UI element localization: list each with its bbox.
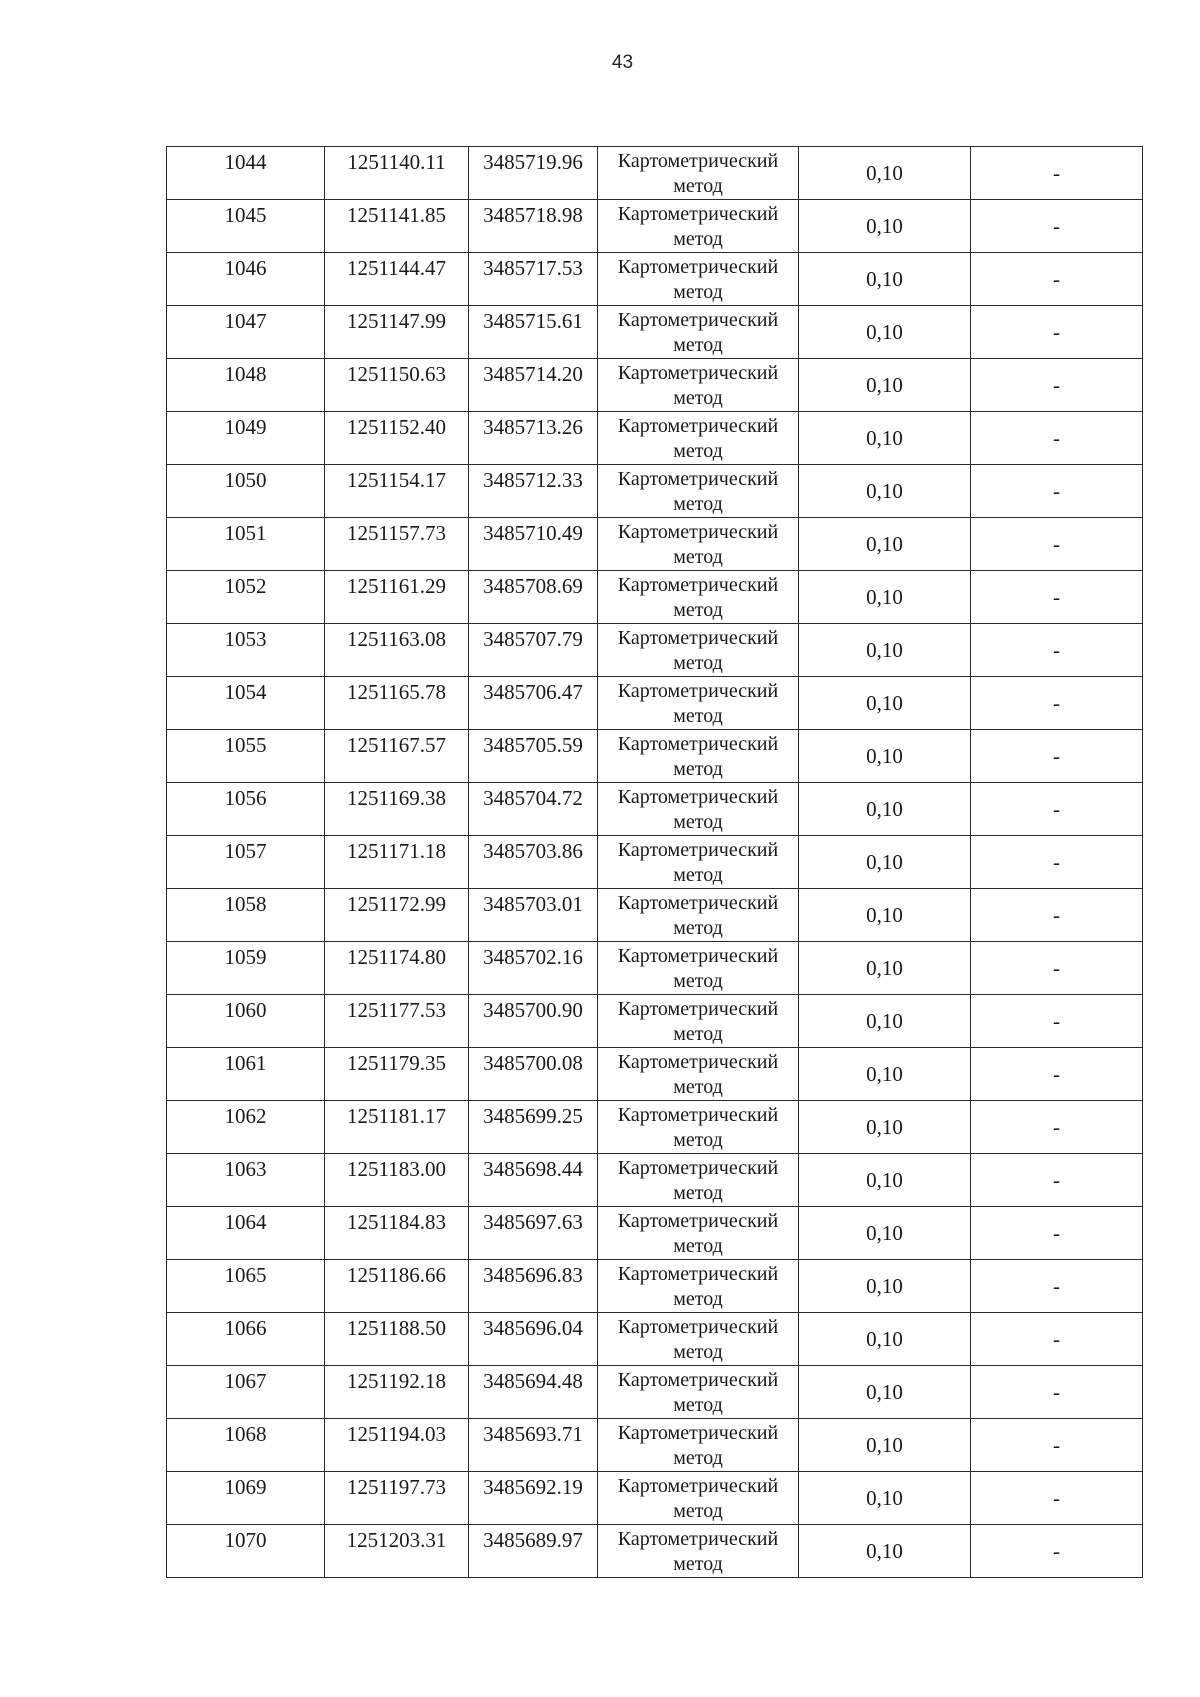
method-line-1: Картометрический <box>617 1263 779 1285</box>
y-coordinate-cell: 3485719.96 <box>469 147 598 200</box>
x-coordinate-cell: 1251165.78 <box>325 677 469 730</box>
x-coordinate-cell: 1251172.99 <box>325 889 469 942</box>
method-line-1: Картометрический <box>617 309 779 331</box>
note-cell: - <box>971 730 1143 783</box>
x-coordinate-cell: 1251140.11 <box>325 147 469 200</box>
note-cell: - <box>971 1048 1143 1101</box>
table-row <box>167 889 1143 942</box>
method-line-2: метод <box>673 1182 723 1204</box>
y-coordinate-cell: 3485699.25 <box>469 1101 598 1154</box>
accuracy-cell: 0,10 <box>799 942 971 995</box>
accuracy-cell: 0,10 <box>799 783 971 836</box>
method-line-1: Картометрический <box>617 1051 779 1073</box>
point-number-cell: 1064 <box>167 1207 325 1260</box>
table-row <box>167 1207 1143 1260</box>
x-coordinate-cell: 1251186.66 <box>325 1260 469 1313</box>
note-cell: - <box>971 306 1143 359</box>
method-line-1: Картометрический <box>617 468 779 490</box>
note-cell: - <box>971 147 1143 200</box>
accuracy-cell: 0,10 <box>799 571 971 624</box>
x-coordinate-cell: 1251157.73 <box>325 518 469 571</box>
note-cell: - <box>971 1525 1143 1578</box>
point-number-cell: 1063 <box>167 1154 325 1207</box>
y-coordinate-cell: 3485696.83 <box>469 1260 598 1313</box>
method-line-2: метод <box>673 1394 723 1416</box>
accuracy-cell: 0,10 <box>799 730 971 783</box>
method-line-1: Картометрический <box>617 892 779 914</box>
table-row <box>167 200 1143 253</box>
method-cell <box>598 1525 799 1578</box>
accuracy-cell: 0,10 <box>799 1048 971 1101</box>
note-cell: - <box>971 253 1143 306</box>
method-line-1: Картометрический <box>617 1104 779 1126</box>
point-number-cell: 1062 <box>167 1101 325 1154</box>
note-cell: - <box>971 995 1143 1048</box>
point-number-cell: 1069 <box>167 1472 325 1525</box>
method-line-2: метод <box>673 1288 723 1310</box>
y-coordinate-cell: 3485696.04 <box>469 1313 598 1366</box>
accuracy-cell: 0,10 <box>799 1313 971 1366</box>
method-line-2: метод <box>673 1129 723 1151</box>
accuracy-cell: 0,10 <box>799 253 971 306</box>
table-row <box>167 677 1143 730</box>
table-row <box>167 1419 1143 1472</box>
accuracy-cell: 0,10 <box>799 677 971 730</box>
method-cell <box>598 624 799 677</box>
note-cell: - <box>971 624 1143 677</box>
point-number-cell: 1045 <box>167 200 325 253</box>
method-line-1: Картометрический <box>617 521 779 543</box>
note-cell: - <box>971 359 1143 412</box>
table-row <box>167 836 1143 889</box>
x-coordinate-cell: 1251150.63 <box>325 359 469 412</box>
method-cell <box>598 253 799 306</box>
method-line-2: метод <box>673 917 723 939</box>
point-number-cell: 1047 <box>167 306 325 359</box>
point-number-cell: 1046 <box>167 253 325 306</box>
method-line-1: Картометрический <box>617 1157 779 1179</box>
x-coordinate-cell: 1251197.73 <box>325 1472 469 1525</box>
method-line-1: Картометрический <box>617 1528 779 1550</box>
y-coordinate-cell: 3485708.69 <box>469 571 598 624</box>
note-cell: - <box>971 571 1143 624</box>
accuracy-cell: 0,10 <box>799 412 971 465</box>
y-coordinate-cell: 3485710.49 <box>469 518 598 571</box>
table-row <box>167 1154 1143 1207</box>
method-line-2: метод <box>673 758 723 780</box>
method-cell <box>598 1260 799 1313</box>
method-line-2: метод <box>673 228 723 250</box>
method-line-2: метод <box>673 970 723 992</box>
method-line-1: Картометрический <box>617 1210 779 1232</box>
point-number-cell: 1053 <box>167 624 325 677</box>
point-number-cell: 1055 <box>167 730 325 783</box>
x-coordinate-cell: 1251154.17 <box>325 465 469 518</box>
y-coordinate-cell: 3485707.79 <box>469 624 598 677</box>
x-coordinate-cell: 1251194.03 <box>325 1419 469 1472</box>
method-line-1: Картометрический <box>617 150 779 172</box>
y-coordinate-cell: 3485704.72 <box>469 783 598 836</box>
method-cell <box>598 730 799 783</box>
method-cell <box>598 1101 799 1154</box>
table-row <box>167 1472 1143 1525</box>
note-cell: - <box>971 412 1143 465</box>
method-cell <box>598 1207 799 1260</box>
table-row <box>167 147 1143 200</box>
method-line-2: метод <box>673 546 723 568</box>
method-line-1: Картометрический <box>617 1316 779 1338</box>
method-line-2: метод <box>673 1076 723 1098</box>
accuracy-cell: 0,10 <box>799 200 971 253</box>
point-number-cell: 1059 <box>167 942 325 995</box>
accuracy-cell: 0,10 <box>799 147 971 200</box>
point-number-cell: 1067 <box>167 1366 325 1419</box>
y-coordinate-cell: 3485712.33 <box>469 465 598 518</box>
method-line-1: Картометрический <box>617 998 779 1020</box>
note-cell: - <box>971 1419 1143 1472</box>
point-number-cell: 1056 <box>167 783 325 836</box>
point-number-cell: 1048 <box>167 359 325 412</box>
table-row <box>167 253 1143 306</box>
accuracy-cell: 0,10 <box>799 1154 971 1207</box>
x-coordinate-cell: 1251188.50 <box>325 1313 469 1366</box>
y-coordinate-cell: 3485713.26 <box>469 412 598 465</box>
note-cell: - <box>971 1366 1143 1419</box>
accuracy-cell: 0,10 <box>799 306 971 359</box>
y-coordinate-cell: 3485689.97 <box>469 1525 598 1578</box>
accuracy-cell: 0,10 <box>799 1525 971 1578</box>
note-cell: - <box>971 942 1143 995</box>
accuracy-cell: 0,10 <box>799 1366 971 1419</box>
x-coordinate-cell: 1251192.18 <box>325 1366 469 1419</box>
y-coordinate-cell: 3485693.71 <box>469 1419 598 1472</box>
table-row <box>167 1101 1143 1154</box>
accuracy-cell: 0,10 <box>799 359 971 412</box>
method-line-1: Картометрический <box>617 733 779 755</box>
coordinates-table <box>166 146 1143 1578</box>
method-cell <box>598 306 799 359</box>
note-cell: - <box>971 1207 1143 1260</box>
method-line-1: Картометрический <box>617 1369 779 1391</box>
x-coordinate-cell: 1251183.00 <box>325 1154 469 1207</box>
table-row <box>167 412 1143 465</box>
accuracy-cell: 0,10 <box>799 1472 971 1525</box>
note-cell: - <box>971 783 1143 836</box>
table-row <box>167 359 1143 412</box>
accuracy-cell: 0,10 <box>799 1260 971 1313</box>
point-number-cell: 1054 <box>167 677 325 730</box>
table-row <box>167 1313 1143 1366</box>
x-coordinate-cell: 1251167.57 <box>325 730 469 783</box>
x-coordinate-cell: 1251163.08 <box>325 624 469 677</box>
method-line-2: метод <box>673 1341 723 1363</box>
method-line-2: метод <box>673 705 723 727</box>
y-coordinate-cell: 3485717.53 <box>469 253 598 306</box>
method-line-2: метод <box>673 1447 723 1469</box>
accuracy-cell: 0,10 <box>799 1207 971 1260</box>
y-coordinate-cell: 3485714.20 <box>469 359 598 412</box>
method-cell <box>598 200 799 253</box>
y-coordinate-cell: 3485715.61 <box>469 306 598 359</box>
table-row <box>167 571 1143 624</box>
point-number-cell: 1050 <box>167 465 325 518</box>
method-cell <box>598 1472 799 1525</box>
accuracy-cell: 0,10 <box>799 836 971 889</box>
method-cell <box>598 1313 799 1366</box>
x-coordinate-cell: 1251179.35 <box>325 1048 469 1101</box>
table-row <box>167 942 1143 995</box>
point-number-cell: 1066 <box>167 1313 325 1366</box>
y-coordinate-cell: 3485706.47 <box>469 677 598 730</box>
point-number-cell: 1070 <box>167 1525 325 1578</box>
y-coordinate-cell: 3485698.44 <box>469 1154 598 1207</box>
y-coordinate-cell: 3485703.86 <box>469 836 598 889</box>
x-coordinate-cell: 1251184.83 <box>325 1207 469 1260</box>
method-cell <box>598 942 799 995</box>
accuracy-cell: 0,10 <box>799 1101 971 1154</box>
note-cell: - <box>971 1260 1143 1313</box>
method-line-1: Картометрический <box>617 1422 779 1444</box>
note-cell: - <box>971 1101 1143 1154</box>
y-coordinate-cell: 3485718.98 <box>469 200 598 253</box>
method-line-1: Картометрический <box>617 786 779 808</box>
accuracy-cell: 0,10 <box>799 465 971 518</box>
x-coordinate-cell: 1251181.17 <box>325 1101 469 1154</box>
method-line-2: метод <box>673 1023 723 1045</box>
note-cell: - <box>971 1313 1143 1366</box>
x-coordinate-cell: 1251171.18 <box>325 836 469 889</box>
method-line-1: Картометрический <box>617 627 779 649</box>
method-line-2: метод <box>673 652 723 674</box>
method-cell <box>598 836 799 889</box>
point-number-cell: 1049 <box>167 412 325 465</box>
method-line-1: Картометрический <box>617 1475 779 1497</box>
note-cell: - <box>971 677 1143 730</box>
note-cell: - <box>971 200 1143 253</box>
method-cell <box>598 359 799 412</box>
method-cell <box>598 412 799 465</box>
table-row <box>167 518 1143 571</box>
table-row <box>167 306 1143 359</box>
method-line-1: Картометрический <box>617 415 779 437</box>
point-number-cell: 1057 <box>167 836 325 889</box>
method-line-2: метод <box>673 1500 723 1522</box>
method-line-2: метод <box>673 175 723 197</box>
table-row <box>167 465 1143 518</box>
y-coordinate-cell: 3485705.59 <box>469 730 598 783</box>
method-cell <box>598 889 799 942</box>
method-line-1: Картометрический <box>617 362 779 384</box>
point-number-cell: 1061 <box>167 1048 325 1101</box>
x-coordinate-cell: 1251174.80 <box>325 942 469 995</box>
method-line-1: Картометрический <box>617 839 779 861</box>
note-cell: - <box>971 1154 1143 1207</box>
method-line-2: метод <box>673 1553 723 1575</box>
method-cell <box>598 995 799 1048</box>
point-number-cell: 1065 <box>167 1260 325 1313</box>
x-coordinate-cell: 1251144.47 <box>325 253 469 306</box>
y-coordinate-cell: 3485694.48 <box>469 1366 598 1419</box>
method-cell <box>598 571 799 624</box>
x-coordinate-cell: 1251147.99 <box>325 306 469 359</box>
method-cell <box>598 1048 799 1101</box>
method-cell <box>598 1419 799 1472</box>
method-line-1: Картометрический <box>617 574 779 596</box>
method-line-1: Картометрический <box>617 945 779 967</box>
note-cell: - <box>971 836 1143 889</box>
table-row <box>167 1366 1143 1419</box>
coordinates-table-body <box>167 147 1143 1578</box>
method-line-2: метод <box>673 811 723 833</box>
point-number-cell: 1044 <box>167 147 325 200</box>
x-coordinate-cell: 1251152.40 <box>325 412 469 465</box>
table-row <box>167 624 1143 677</box>
table-row <box>167 1260 1143 1313</box>
method-cell <box>598 783 799 836</box>
method-line-2: метод <box>673 334 723 356</box>
method-line-2: метод <box>673 493 723 515</box>
method-line-1: Картометрический <box>617 256 779 278</box>
point-number-cell: 1068 <box>167 1419 325 1472</box>
table-row <box>167 730 1143 783</box>
page-number: 43 <box>611 52 634 73</box>
method-cell <box>598 465 799 518</box>
accuracy-cell: 0,10 <box>799 518 971 571</box>
table-row <box>167 783 1143 836</box>
method-line-1: Картометрический <box>617 680 779 702</box>
method-cell <box>598 677 799 730</box>
x-coordinate-cell: 1251177.53 <box>325 995 469 1048</box>
y-coordinate-cell: 3485700.08 <box>469 1048 598 1101</box>
note-cell: - <box>971 889 1143 942</box>
accuracy-cell: 0,10 <box>799 995 971 1048</box>
note-cell: - <box>971 465 1143 518</box>
table-row <box>167 995 1143 1048</box>
x-coordinate-cell: 1251141.85 <box>325 200 469 253</box>
point-number-cell: 1051 <box>167 518 325 571</box>
note-cell: - <box>971 518 1143 571</box>
y-coordinate-cell: 3485702.16 <box>469 942 598 995</box>
x-coordinate-cell: 1251203.31 <box>325 1525 469 1578</box>
point-number-cell: 1052 <box>167 571 325 624</box>
method-line-2: метод <box>673 281 723 303</box>
method-line-1: Картометрический <box>617 203 779 225</box>
x-coordinate-cell: 1251169.38 <box>325 783 469 836</box>
accuracy-cell: 0,10 <box>799 1419 971 1472</box>
method-line-2: метод <box>673 440 723 462</box>
point-number-cell: 1060 <box>167 995 325 1048</box>
method-line-2: метод <box>673 387 723 409</box>
accuracy-cell: 0,10 <box>799 889 971 942</box>
y-coordinate-cell: 3485703.01 <box>469 889 598 942</box>
method-line-2: метод <box>673 599 723 621</box>
y-coordinate-cell: 3485697.63 <box>469 1207 598 1260</box>
table-row <box>167 1525 1143 1578</box>
accuracy-cell: 0,10 <box>799 624 971 677</box>
table-row <box>167 1048 1143 1101</box>
method-cell <box>598 518 799 571</box>
y-coordinate-cell: 3485700.90 <box>469 995 598 1048</box>
point-number-cell: 1058 <box>167 889 325 942</box>
method-cell <box>598 1154 799 1207</box>
method-line-2: метод <box>673 1235 723 1257</box>
method-cell <box>598 147 799 200</box>
note-cell: - <box>971 1472 1143 1525</box>
method-cell <box>598 1366 799 1419</box>
method-line-2: метод <box>673 864 723 886</box>
y-coordinate-cell: 3485692.19 <box>469 1472 598 1525</box>
x-coordinate-cell: 1251161.29 <box>325 571 469 624</box>
